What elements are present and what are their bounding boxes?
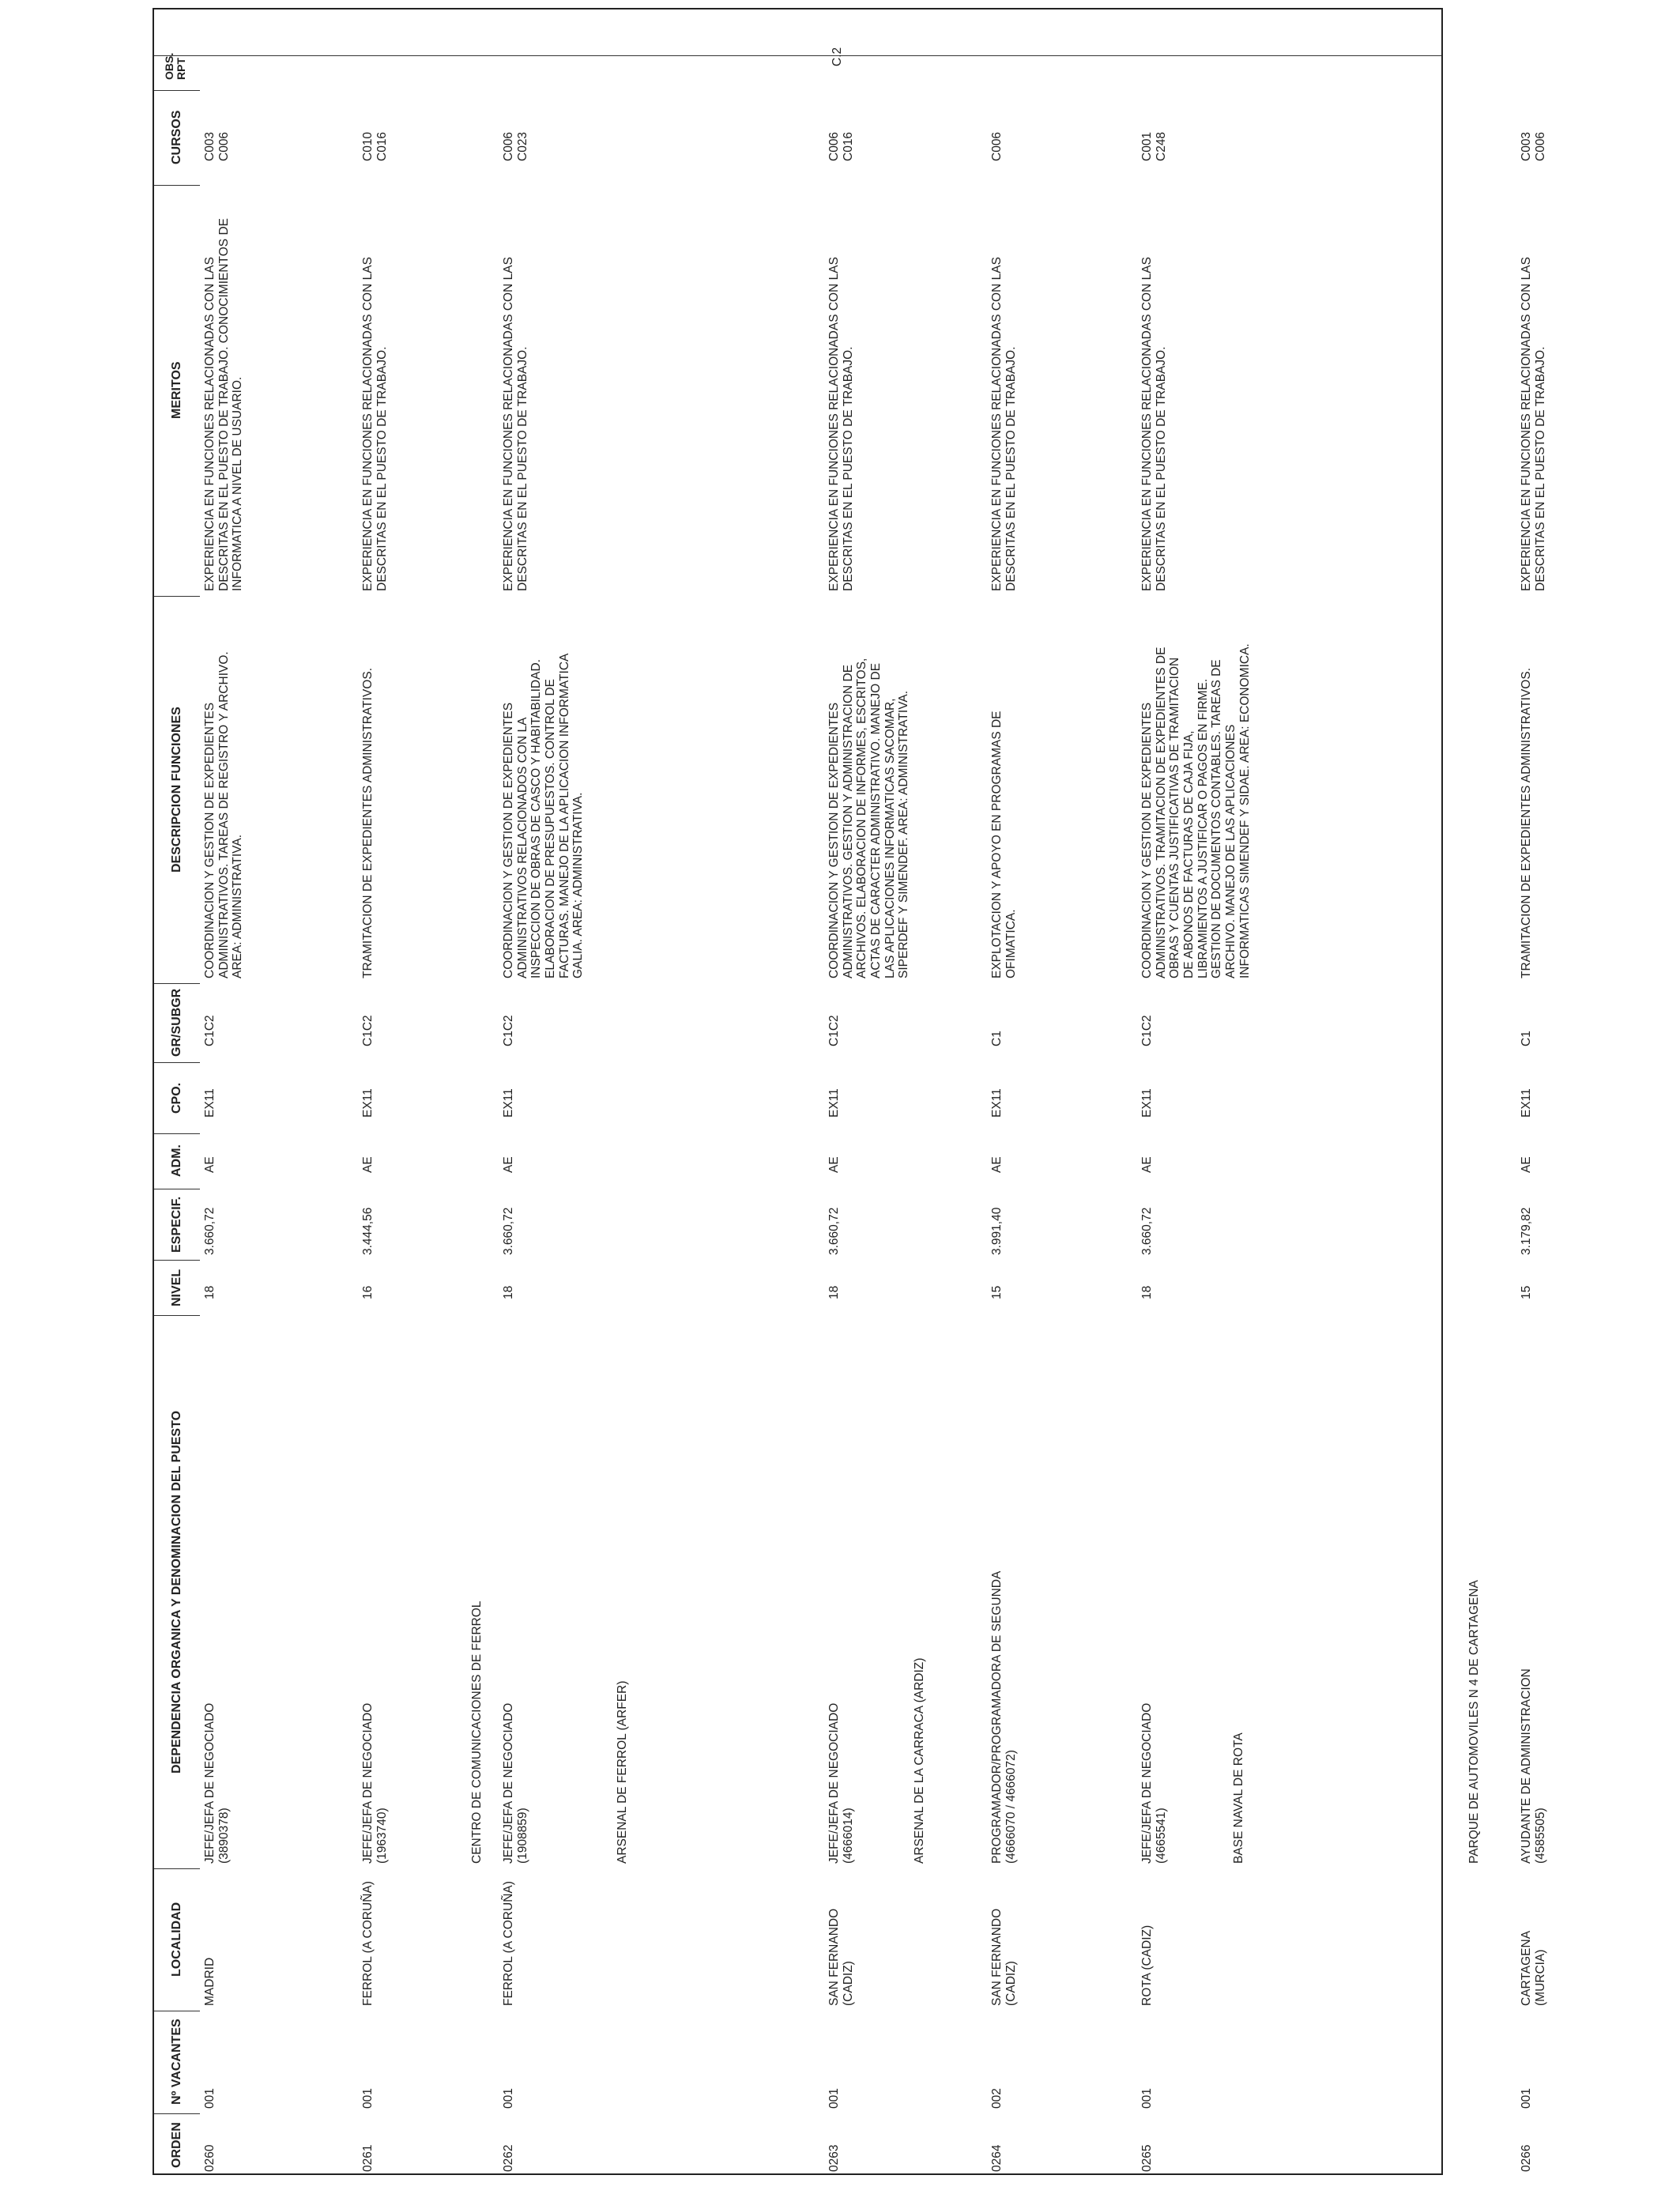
cpo-cell: EX11 [827,1088,841,1118]
localidad-cell: MADRID [203,1957,217,2006]
dependencia-heading: ARSENAL DE LA CARRACA (ARDIZ) [913,1657,926,1864]
grsubgr-cell: C1C2 [502,1015,515,1046]
grsubgr-cell: C1 [990,1031,1004,1046]
cpo-cell: EX11 [1520,1088,1533,1118]
especif-cell: 3.991,40 [990,1207,1004,1255]
puesto-cell: JEFE/JEFA DE NEGOCIADO (4665541) [1140,1702,1168,1864]
adm-cell: AE [827,1156,841,1173]
dependencia-heading: ARSENAL DE FERROL (ARFER) [616,1680,629,1864]
nivel-cell: 18 [502,1285,515,1299]
puesto-cell: JEFE/JEFA DE NEGOCIADO (4666014) [827,1702,855,1864]
adm-cell: AE [1140,1156,1154,1173]
rotated-table [153,8,1547,2175]
header-cursos: CURSOS [170,110,183,165]
cursos-cell: C010 C016 [361,131,389,161]
funciones-cell: COORDINACION Y GESTION DE EXPEDIENTES ADMINISTRATIVOS. TAREAS DE REGISTRO Y ARCHIVO. AREA: ADMINISTRATIVA. [203,651,245,978]
vacantes-cell: 001 [827,2088,841,2109]
cpo-cell: EX11 [990,1088,1004,1118]
vacantes-cell: 001 [203,2088,217,2109]
meritos-cell: EXPERIENCIA EN FUNCIONES RELACIONADAS CON LAS DESCRITAS EN EL PUESTO DE TRABAJO. [361,257,389,591]
funciones-cell: TRAMITACION DE EXPEDIENTES ADMINISTRATIVOS. [361,667,375,978]
orden-cell: 0260 [203,2144,217,2172]
localidad-cell: FERROL (A CORUÑA) [502,1881,515,2006]
nivel-cell: 18 [203,1285,217,1299]
vacantes-cell: 002 [990,2088,1004,2109]
header-cpo: CPO. [170,1082,183,1114]
especif-cell: 3.179,82 [1520,1207,1533,1255]
column-divider [154,90,200,91]
localidad-cell: CARTAGENA (MURCIA) [1520,1930,1547,2006]
column-divider [154,983,200,984]
orden-cell: 0265 [1140,2144,1154,2172]
header-separator [154,55,1441,56]
adm-cell: AE [361,1156,375,1173]
column-divider [154,1868,200,1869]
nivel-cell: 15 [1520,1285,1533,1299]
cursos-cell: C006 [990,131,1004,161]
header-adm: ADM. [170,1144,183,1178]
cursos-cell: C001 C248 [1140,131,1168,161]
meritos-cell: EXPERIENCIA EN FUNCIONES RELACIONADAS CON LAS DESCRITAS EN EL PUESTO DE TRABAJO. [827,257,855,591]
adm-cell: AE [203,1156,217,1173]
vacantes-cell: 001 [1140,2088,1154,2109]
especif-cell: 3.660,72 [1140,1207,1154,1255]
cpo-cell: EX11 [502,1088,515,1118]
cursos-cell: C006 C016 [827,131,855,161]
especif-cell: 3.660,72 [203,1207,217,1255]
cpo-cell: EX11 [361,1088,375,1118]
column-divider [154,2113,200,2114]
nivel-cell: 18 [1140,1285,1154,1299]
adm-cell: AE [1520,1156,1533,1173]
header-nivel: NIVEL [170,1269,183,1306]
grsubgr-cell: C1C2 [1140,1015,1154,1046]
cursos-cell: C006 C023 [502,131,529,161]
localidad-cell: ROTA (CADIZ) [1140,1924,1154,2006]
dependencia-heading: CENTRO DE COMUNICACIONES DE FERROL [470,1600,484,1864]
meritos-cell: EXPERIENCIA EN FUNCIONES RELACIONADAS CON LAS DESCRITAS EN EL PUESTO DE TRABAJO. [1520,257,1547,591]
nivel-cell: 16 [361,1285,375,1299]
funciones-cell: COORDINACION Y GESTION DE EXPEDIENTES ADMINISTRATIVOS. TRAMITACION DE EXPEDIENTES DE OBRAS Y CUENTAS JUSTIFICATIVAS DE TRAMITACION DE ABONOS DE FACTURAS DE CAJA FIJA, LIBRAMIENTOS A JUSTIFICAR O PAGOS EN FIRME. GESTION DE DOCUMENTOS CONTABLES. TAREAS DE ARCHIVO. MANEJO DE LAS APLICACIONES INFORMATICAS SIMENDEF Y SIDAE. AREA: ECONOMICA. [1140,643,1252,978]
especif-cell: 3.660,72 [827,1207,841,1255]
grsubgr-cell: C1C2 [203,1015,217,1046]
especif-cell: 3.660,72 [502,1207,515,1255]
dependencia-heading: PARQUE DE AUTOMOVILES N 4 DE CARTAGENA [1467,1580,1481,1864]
meritos-cell: EXPERIENCIA EN FUNCIONES RELACIONADAS CON LAS DESCRITAS EN EL PUESTO DE TRABAJO. [990,257,1018,591]
column-divider [154,1133,200,1134]
puesto-cell: JEFE/JEFA DE NEGOCIADO (1908859) [502,1702,529,1864]
nivel-cell: 18 [827,1285,841,1299]
header-funciones: DESCRIPCION FUNCIONES [170,707,183,873]
grsubgr-cell: C1C2 [827,1015,841,1046]
orden-cell: 0262 [502,2144,515,2172]
cursos-cell: C003 C006 [203,131,231,161]
orden-cell: 0263 [827,2144,841,2172]
header-localidad: LOCALIDAD [170,1902,183,1977]
nivel-cell: 15 [990,1285,1004,1299]
orden-cell: 0264 [990,2144,1004,2172]
puesto-cell: AYUDANTE DE ADMINISTRACION (4585505) [1520,1668,1547,1864]
header-obs: OBS. RPT [163,52,188,80]
funciones-cell: COORDINACION Y GESTION DE EXPEDIENTES ADMINISTRATIVOS. GESTION Y ADMINISTRACION DE ARCHIVOS. ELABORACION DE INFORMES, ESCRITOS, ACTAS DE CARACTER ADMINISTRATIVO. MANEJO DE LAS APLICACIONES INFORMATICAS SACOMAR, SIPERDEF Y SIMENDEF. AREA: ADMINISTRATIVA. [827,658,911,978]
header-especif: ESPECIF. [170,1196,183,1253]
header-meritos: MERITOS [170,361,183,420]
puesto-cell: JEFE/JEFA DE NEGOCIADO (3890378) [203,1702,231,1864]
cursos-cell: C003 C006 [1520,131,1547,161]
header-vacantes: Nº VACANTES [170,2019,183,2105]
column-divider [154,1260,200,1261]
column-divider [154,1315,200,1316]
adm-cell: AE [502,1156,515,1173]
column-divider [154,596,200,597]
funciones-cell: COORDINACION Y GESTION DE EXPEDIENTES ADMINISTRATIVOS RELACIONADOS CON LA INSPECCION DE OBRAS DE CASCO Y HABITABILIDAD. ELABORACION DE PRESUPUESTOS. CONTROL DE FACTURAS. MANEJO DE LA APLICACION INFORMATICA GALIA. AREA: ADMINISTRATIVA. [502,653,586,978]
vacantes-cell: 001 [502,2088,515,2109]
localidad-cell: SAN FERNANDO (CADIZ) [827,1908,855,2006]
obs-cell: C.2 [831,47,844,66]
orden-cell: 0266 [1520,2144,1533,2172]
especif-cell: 3.444,56 [361,1207,375,1255]
vacantes-cell: 001 [1520,2088,1533,2109]
grsubgr-cell: C1C2 [361,1015,375,1046]
localidad-cell: FERROL (A CORUÑA) [361,1881,375,2006]
localidad-cell: SAN FERNANDO (CADIZ) [990,1908,1018,2006]
header-grsubgr: GR/SUBGR [170,988,183,1057]
header-orden: ORDEN [170,2122,183,2168]
cpo-cell: EX11 [1140,1088,1154,1118]
puesto-cell: PROGRAMADOR/PROGRAMADORA DE SEGUNDA (4666070 / 4666072) [990,1570,1018,1864]
vacantes-cell: 001 [361,2088,375,2109]
header-dependencia: DEPENDENCIA ORGANICA Y DENOMINACION DEL PUESTO [170,1410,183,1774]
meritos-cell: EXPERIENCIA EN FUNCIONES RELACIONADAS CON LAS DESCRITAS EN EL PUESTO DE TRABAJO. [502,257,529,591]
puesto-cell: JEFE/JEFA DE NEGOCIADO (1963740) [361,1702,389,1864]
grsubgr-cell: C1 [1520,1031,1533,1046]
dependencia-heading: BASE NAVAL DE ROTA [1232,1732,1245,1864]
cpo-cell: EX11 [203,1088,217,1118]
meritos-cell: EXPERIENCIA EN FUNCIONES RELACIONADAS CON LAS DESCRITAS EN EL PUESTO DE TRABAJO. CONOCIMIENTOS DE INFORMATICA A NIVEL DE USUARIO. [203,218,245,591]
adm-cell: AE [990,1156,1004,1173]
column-divider [154,185,200,186]
orden-cell: 0261 [361,2144,375,2172]
funciones-cell: EXPLOTACION Y APOYO EN PROGRAMAS DE OFIMATICA. [990,711,1018,978]
meritos-cell: EXPERIENCIA EN FUNCIONES RELACIONADAS CON LAS DESCRITAS EN EL PUESTO DE TRABAJO. [1140,257,1168,591]
funciones-cell: TRAMITACION DE EXPEDIENTES ADMINISTRATIVOS. [1520,667,1533,978]
column-divider [154,1062,200,1063]
